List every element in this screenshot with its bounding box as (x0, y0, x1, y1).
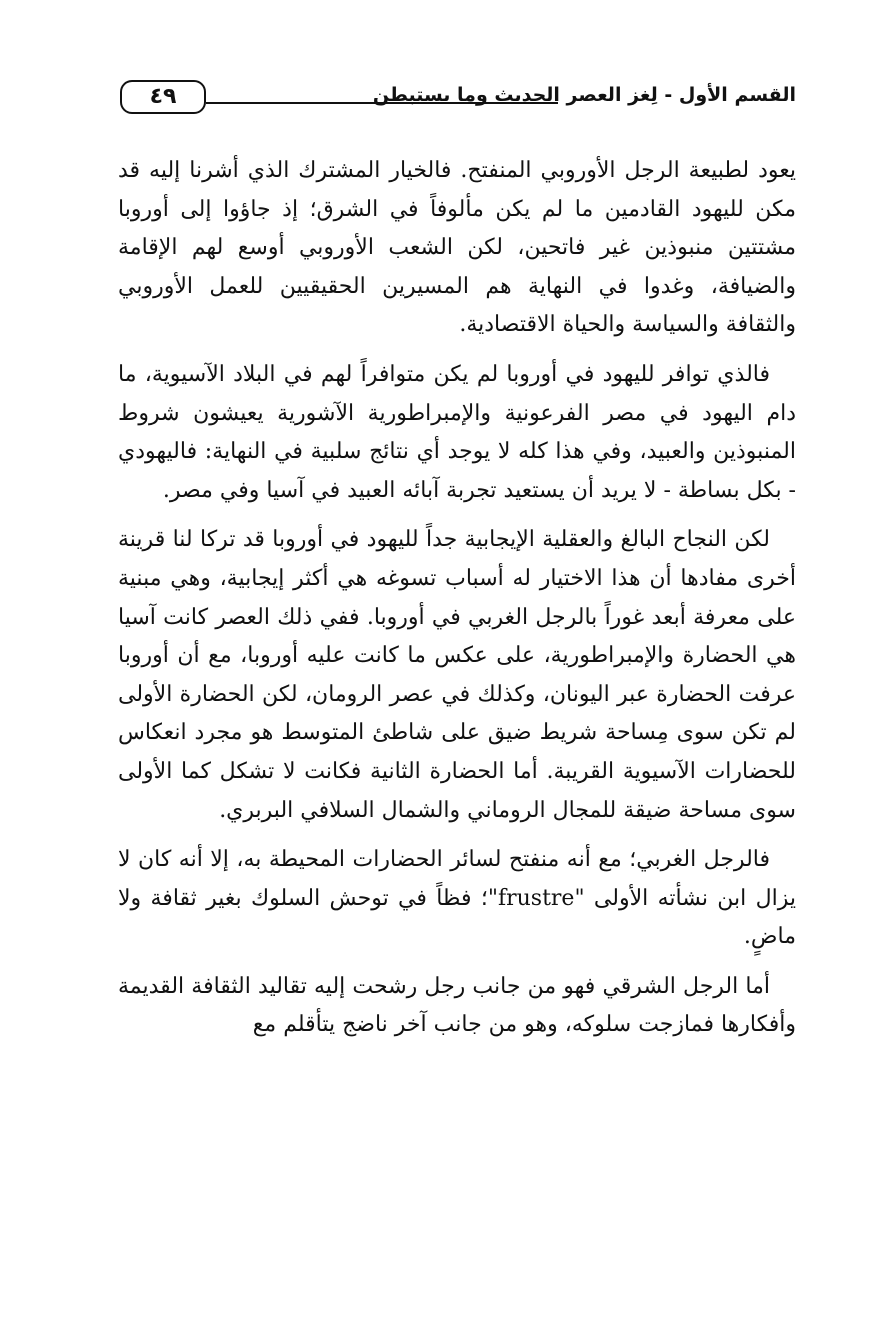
body-text (118, 152, 796, 1056)
running-head: القسم الأول - لِغز العصر الحديث وما يستبطن (372, 84, 796, 106)
paragraph: فالذي توافر لليهود في أوروبا لم يكن متوافراً لهم في البلاد الآسيوية، ما دام اليهود في مصر الفرعونية والإمبراطورية الآشورية يعيشون شروط المنبوذين والعبيد، وفي هذا كله لا يوجد أي نتائج سلبية في النهاية: فاليهودي - بكل بساطة - لا يريد أن يستعيد تجربة آبائه العبيد في آسيا وفي مصر. (118, 361, 796, 503)
paragraph: يعود لطبيعة الرجل الأوروبي المنفتح. فالخيار المشترك الذي أشرنا إليه قد مكن لليهود القادمين ما لم يكن مألوفاً في الشرق؛ إذ جاؤوا إلى أوروبا مشتتين منبوذين غير فاتحين، لكن الشعب الأوروبي أوسع لهم الإقامة والضيافة، وغدوا في النهاية هم المسيرين الحقيقيين للعمل الأوروبي والثقافة والسياسة والحياة الاقتصادية. (118, 158, 796, 338)
page-number: ٤٩ (120, 80, 206, 114)
paragraph: أما الرجل الشرقي فهو من جانب رجل رشحت إليه تقاليد الثقافة القديمة وأفكارها فمازجت سلوكه، وهو من جانب آخر ناضج يتأقلم مع (118, 973, 796, 1038)
paragraph: لكن النجاح البالغ والعقلية الإيجابية جداً لليهود في أوروبا قد تركا لنا قرينة أخرى مفادها أن هذا الاختيار له أسباب تسوغه هي أكثر إيجابية، وهي مبنية على معرفة أبعد غوراً بالرجل الغربي في أوروبا. ففي ذلك العصر كانت آسيا هي الحضارة والإمبراطورية، على عكس ما كانت عليه أوروبا، مع أن أوروبا عرفت الحضارة عبر اليونان، وكذلك في عصر الرومان، لكن الحضارة الأولى لم تكن سوى مِساحة شريط ضيق على شاطئ المتوسط هو مجرد انعكاس للحضارات الآسيوية القريبة. أما الحضارة الثانية فكانت لا تشكل كما الأولى سوى مساحة ضيقة للمجال الروماني والشمال السلافي البربري. (118, 527, 796, 823)
page-header (118, 78, 796, 122)
paragraph: فالرجل الغربي؛ مع أنه منفتح لسائر الحضارات المحيطة به، إلا أنه كان لا يزال ابن نشأته الأولى "frustre"؛ فظاً في توحش السلوك بغير ثقافة ولا ماضٍ. (118, 847, 796, 950)
